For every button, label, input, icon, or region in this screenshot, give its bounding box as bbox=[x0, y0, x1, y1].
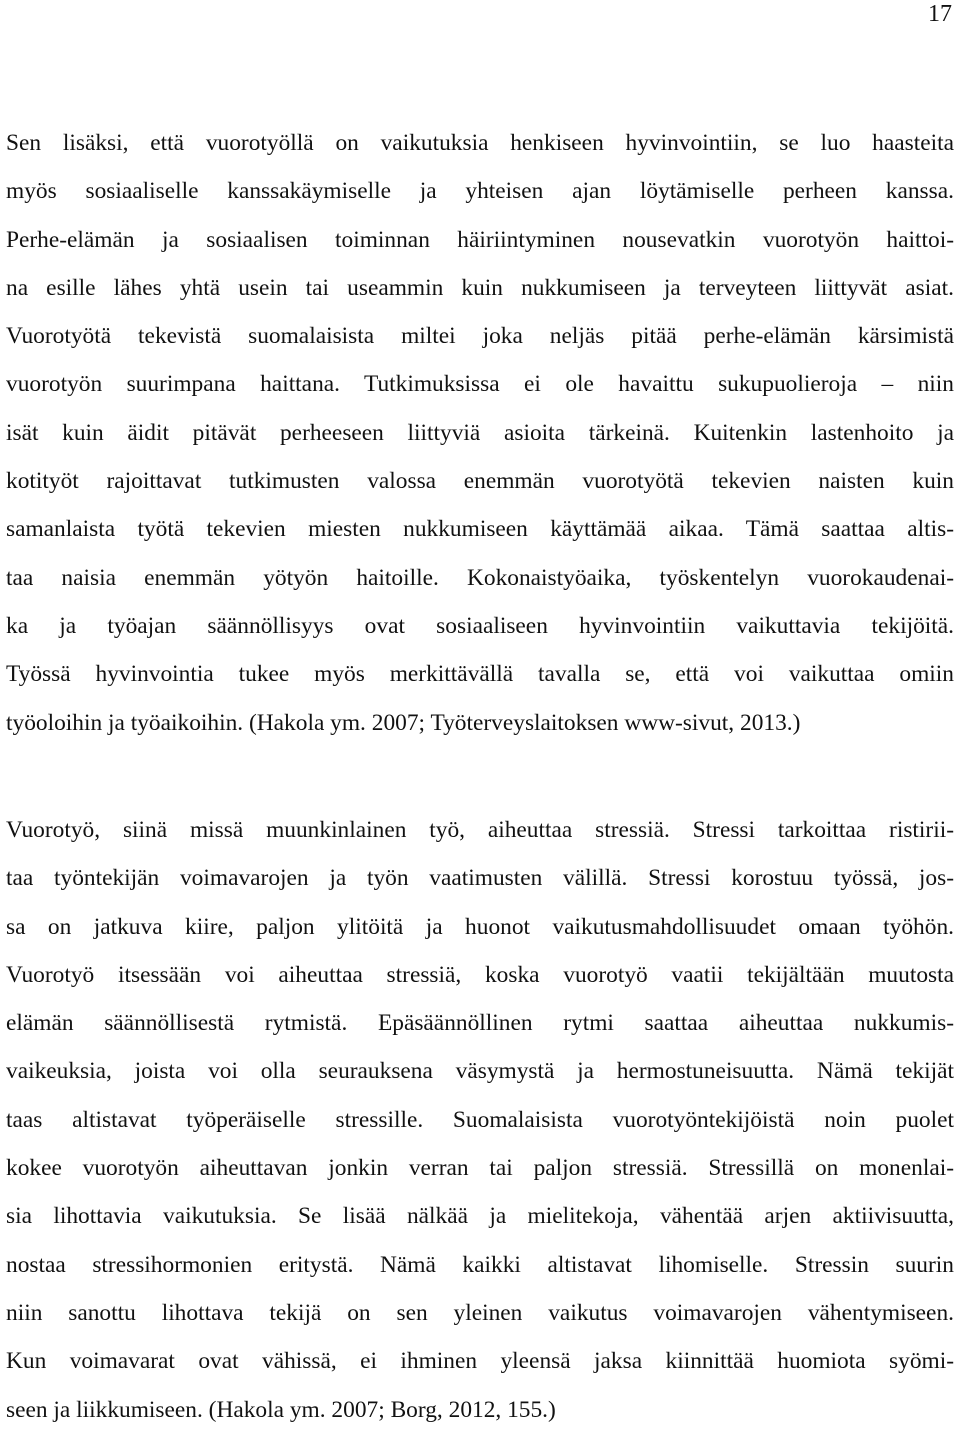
text-line: niin sanottu lihottava tekijä on sen yleinen vaikutus voimavarojen vähentymiseen. bbox=[6, 1299, 954, 1326]
paragraph-shift-work-social bbox=[6, 119, 954, 747]
text-line: Vuorotyö itsessään voi aiheuttaa stressiä, koska vuorotyö vaatii tekijältään muutosta bbox=[6, 961, 954, 988]
text-line: isät kuin äidit pitävät perheeseen liittyviä asioita tärkeinä. Kuitenkin lastenhoito ja bbox=[6, 419, 954, 446]
text-line: ka ja työajan säännöllisyys ovat sosiaaliseen hyvinvointiin vaikuttavia tekijöitä. bbox=[6, 612, 954, 639]
text-line: samanlaista työtä tekevien miesten nukkumiseen käyttämää aikaa. Tämä saattaa altis- bbox=[6, 516, 954, 543]
text-line: na esille lähes yhtä usein tai useammin kuin nukkumiseen ja terveyteen liittyvät asiat. bbox=[6, 274, 954, 301]
text-line: vuorotyön suurimpana haittana. Tutkimuksissa ei ole havaittu sukupuolieroja – niin bbox=[6, 371, 954, 398]
text-line: Perhe-elämän ja sosiaalisen toiminnan häiriintyminen nousevatkin vuorotyön haittoi- bbox=[6, 226, 954, 253]
text-line: Vuorotyötä tekevistä suomalaisista miltei joka neljäs pitää perhe-elämän kärsimistä bbox=[6, 323, 954, 350]
page-number: 17 bbox=[928, 1, 952, 27]
paragraph-shift-work-stress bbox=[6, 806, 954, 1434]
text-line: kotityöt rajoittavat tutkimusten valossa enemmän vuorotyötä tekevien naisten kuin bbox=[6, 468, 954, 495]
text-line: Sen lisäksi, että vuorotyöllä on vaikutuksia henkiseen hyvinvointiin, se luo haasteita bbox=[6, 130, 954, 156]
text-line: työoloihin ja työaikoihin. (Hakola ym. 2007; Työterveyslaitoksen www-sivut, 2013.) bbox=[6, 709, 801, 736]
text-line: taas altistavat työperäiselle stressille. Suomalaisista vuorotyöntekijöistä noin puolet bbox=[6, 1106, 954, 1133]
text-line: myös sosiaaliselle kanssakäymiselle ja yhteisen ajan löytämiselle perheen kanssa. bbox=[6, 178, 954, 205]
text-line: elämän säännöllisestä rytmistä. Epäsäännöllinen rytmi saattaa aiheuttaa nukkumis- bbox=[6, 1010, 954, 1037]
text-line: taa naisia enemmän yötyön haitoille. Kokonaistyöaika, työskentelyn vuorokaudenai- bbox=[6, 564, 954, 591]
text-line: kokee vuorotyön aiheuttavan jonkin verran tai paljon stressiä. Stressillä on monenlai- bbox=[6, 1155, 954, 1182]
text-line: Työssä hyvinvointia tukee myös merkittävällä tavalla se, että voi vaikuttaa omiin bbox=[6, 661, 954, 688]
text-line: sia lihottavia vaikutuksia. Se lisää nälkää ja mielitekoja, vähentää arjen aktiivisuutta, bbox=[6, 1203, 954, 1230]
text-line: sa on jatkuva kiire, paljon ylitöitä ja huonot vaikutusmahdollisuudet omaan työhön. bbox=[6, 913, 954, 940]
text-line: taa työntekijän voimavarojen ja työn vaatimusten välillä. Stressi korostuu työssä, jos- bbox=[6, 865, 954, 892]
text-line: Vuorotyö, siinä missä muunkinlainen työ, aiheuttaa stressiä. Stressi tarkoittaa ristirii- bbox=[6, 817, 954, 843]
text-line: Kun voimavarat ovat vähissä, ei ihminen yleensä jaksa kiinnittää huomiota syömi- bbox=[6, 1348, 954, 1375]
text-line: seen ja liikkumiseen. (Hakola ym. 2007; Borg, 2012, 155.) bbox=[6, 1396, 556, 1423]
text-line: nostaa stressihormonien eritystä. Nämä kaikki altistavat lihomiselle. Stressin suurin bbox=[6, 1251, 954, 1278]
text-line: vaikeuksia, joista voi olla seurauksena väsymystä ja hermostuneisuutta. Nämä tekijät bbox=[6, 1058, 954, 1085]
